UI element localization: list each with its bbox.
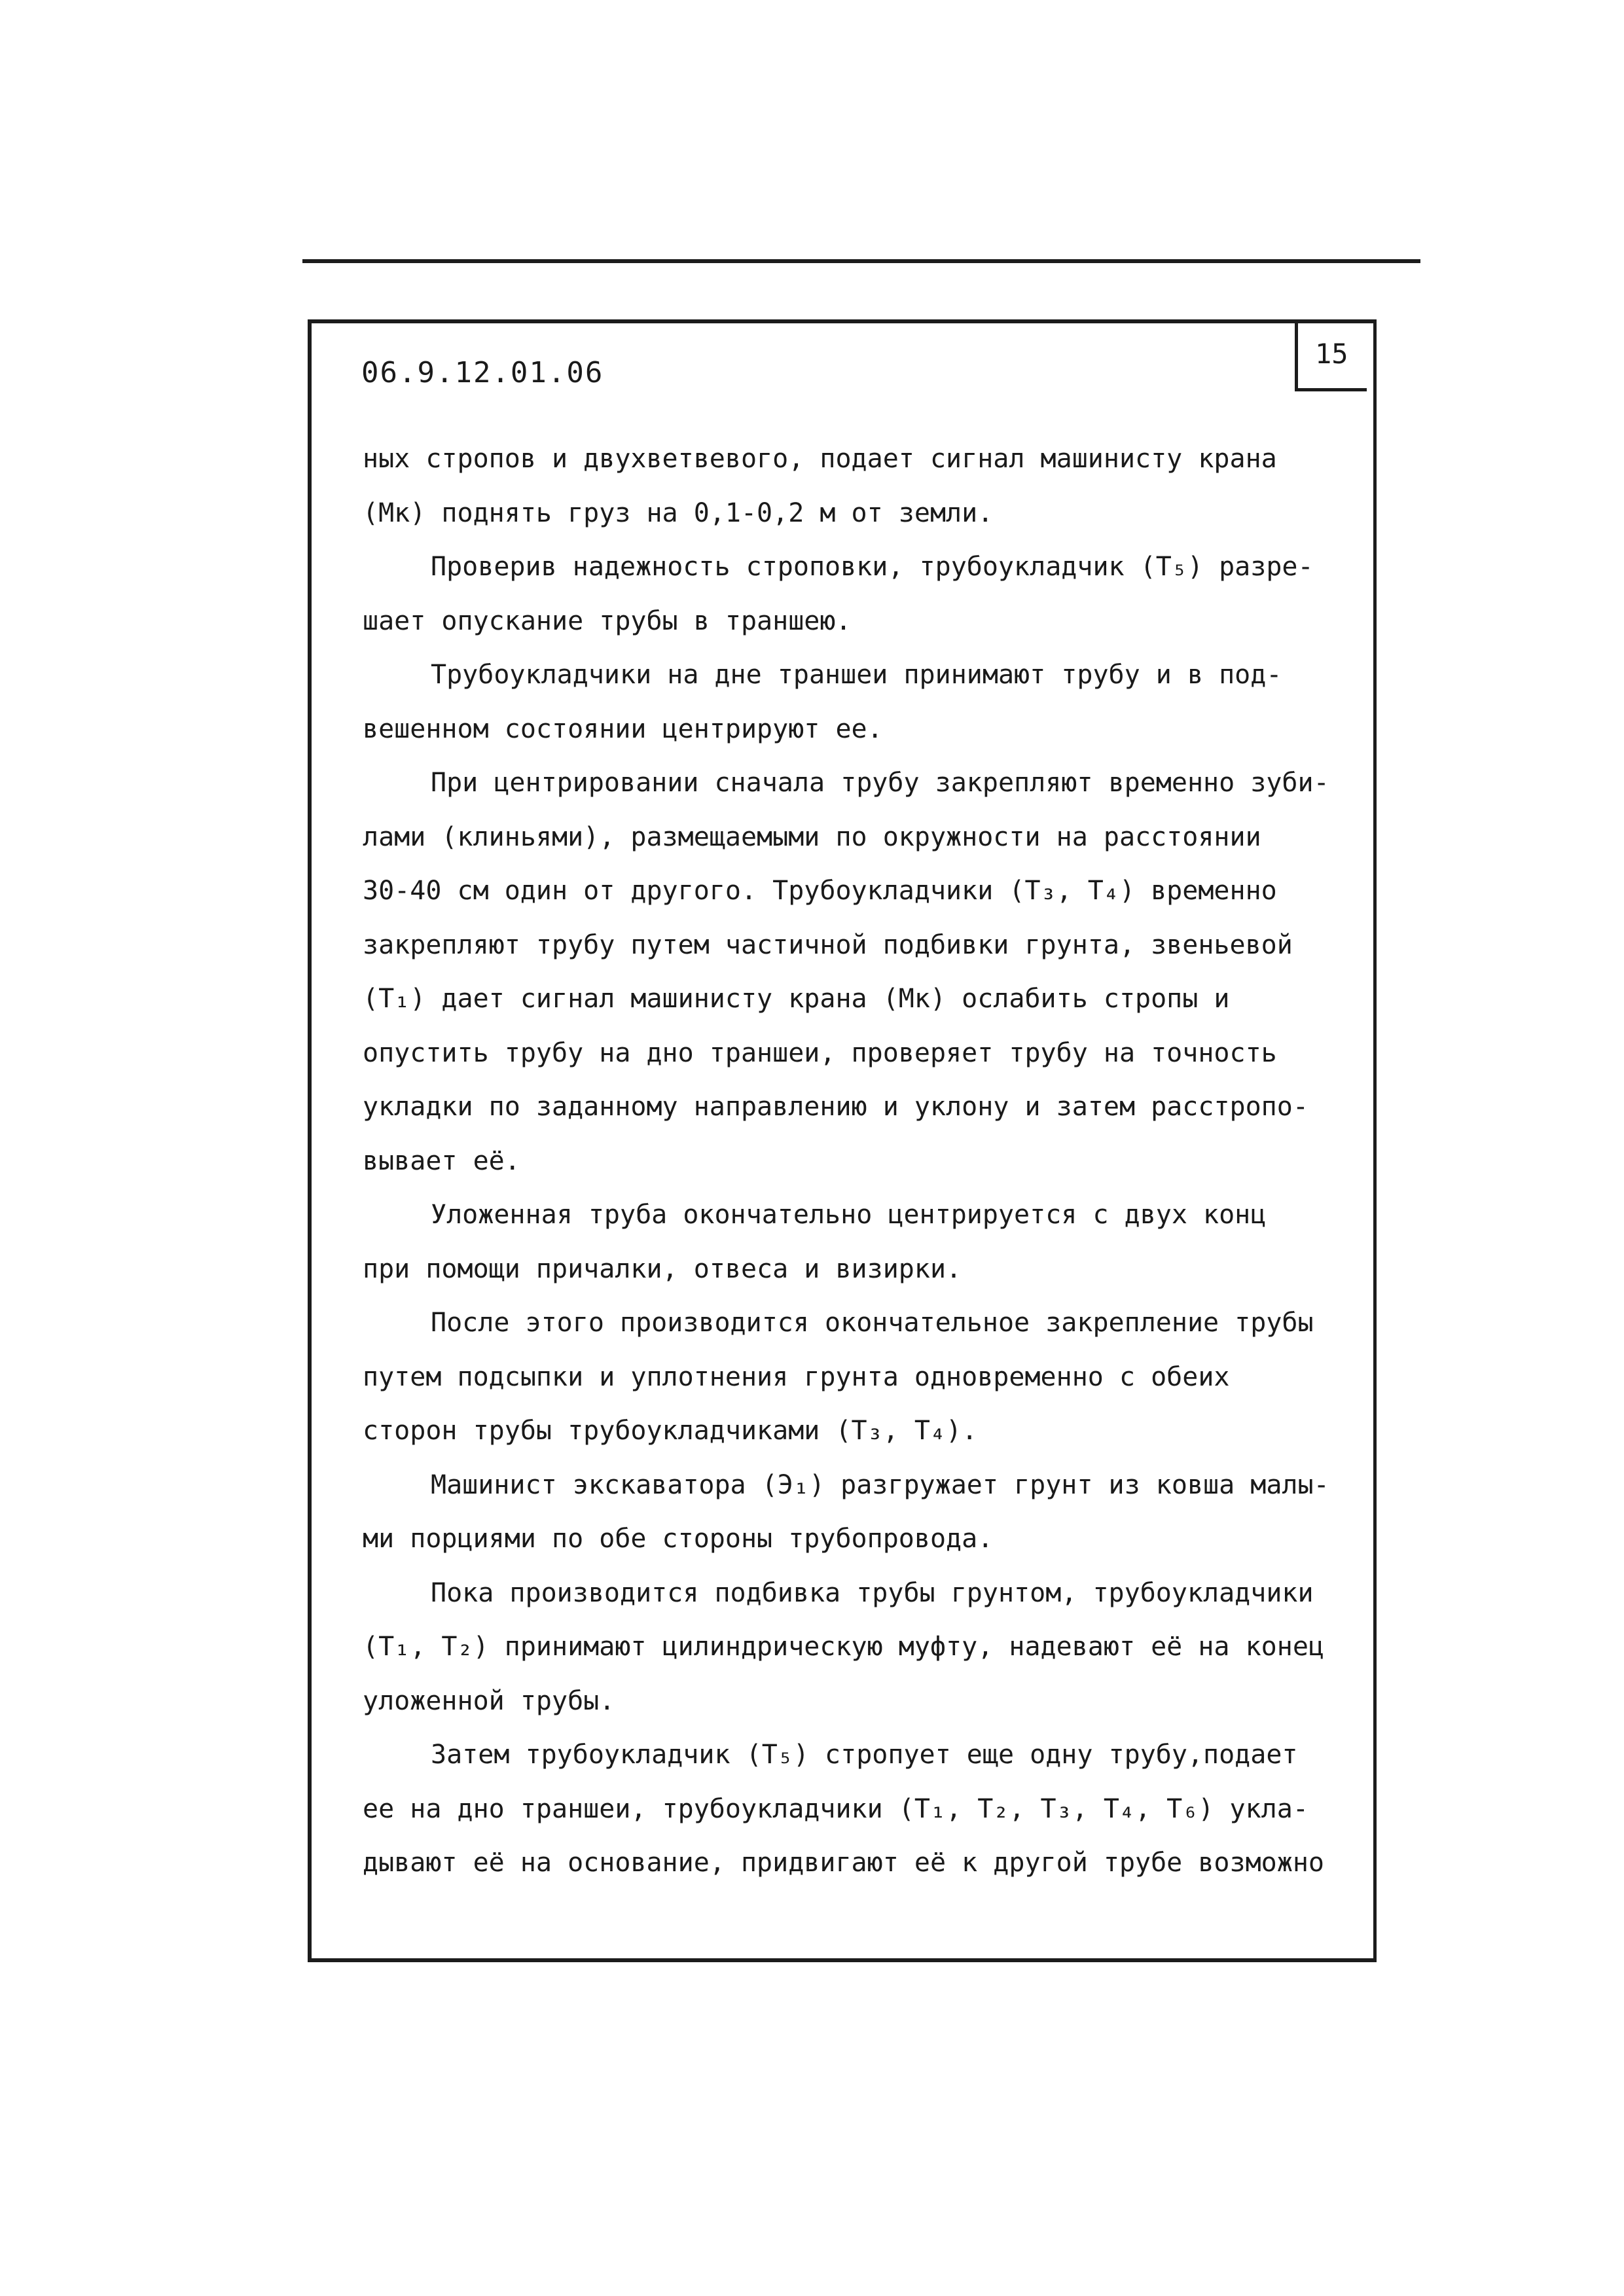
text-line: (Мк) поднять груз на 0,1-0,2 м от земли. <box>363 497 994 528</box>
text-line: укладки по заданному направлению и уклону и затем расстропо- <box>363 1092 1308 1122</box>
text-line: ми порциями по обе стороны трубопровода. <box>363 1524 994 1554</box>
text-line: (Т₁, Т₂) принимают цилиндрическую муфту, надевают её на конец <box>363 1632 1325 1662</box>
text-line: 30-40 см один от другого. Трубоукладчики (Т₃, Т₄) временно <box>363 876 1277 906</box>
text-line: опустить трубу на дно траншеи, проверяет трубу на точность <box>363 1037 1277 1068</box>
document-code: 06.9.12.01.06 <box>361 356 604 389</box>
text-line: путем подсыпки и уплотнения грунта одновременно с обеих <box>363 1361 1230 1392</box>
text-line: лами (клиньями), размещаемыми по окружности на расстоянии <box>363 821 1261 852</box>
text-line: уложенной трубы. <box>363 1685 615 1716</box>
text-line: Машинист экскаватора (Э₁) разгружает грунт из ковша малы- <box>431 1469 1329 1500</box>
text-line: ее на дно траншеи, трубоукладчики (Т₁, Т₂, Т₃, Т₄, Т₆) укла- <box>363 1793 1308 1824</box>
text-line: Затем трубоукладчик (Т₅) стропует еще одну трубу,подает <box>431 1740 1298 1770</box>
text-line: Пока производится подбивка трубы грунтом, трубоукладчики <box>431 1577 1314 1608</box>
text-line: (Т₁) дает сигнал машинисту крана (Мк) ослабить стропы и <box>363 984 1230 1014</box>
text-line: Уложенная труба окончательно центрируется с двух конц <box>431 1200 1267 1230</box>
text-line: При центрировании сначала трубу закрепляют временно зуби- <box>431 768 1329 798</box>
text-line: закрепляют трубу путем частичной подбивки грунта, звеньевой <box>363 929 1293 960</box>
text-line: вешенном состоянии центрируют ее. <box>363 713 883 744</box>
page-number-box <box>1295 323 1367 391</box>
text-line: дывают её на основание, придвигают её к другой трубе возможно <box>363 1848 1325 1878</box>
text-line: Трубоукладчики на дне траншеи принимают трубу и в под- <box>431 660 1282 690</box>
text-line: Проверив надежность строповки, трубоукладчик (Т₅) разре- <box>431 552 1314 582</box>
text-line: сторон трубы трубоукладчиками (Т₃, Т₄). <box>363 1416 978 1446</box>
text-line: После этого производится окончательное закрепление трубы <box>431 1308 1314 1338</box>
top-rule <box>302 259 1420 263</box>
text-line: шает опускание трубы в траншею. <box>363 605 852 636</box>
page-number: 15 <box>1315 338 1348 370</box>
text-line: при помощи причалки, отвеса и визирки. <box>363 1253 962 1284</box>
body-text <box>363 432 1358 1890</box>
text-line: вывает её. <box>363 1145 520 1176</box>
text-line: ных стропов и двухветвевого, подает сигнал машинисту крана <box>363 444 1277 474</box>
